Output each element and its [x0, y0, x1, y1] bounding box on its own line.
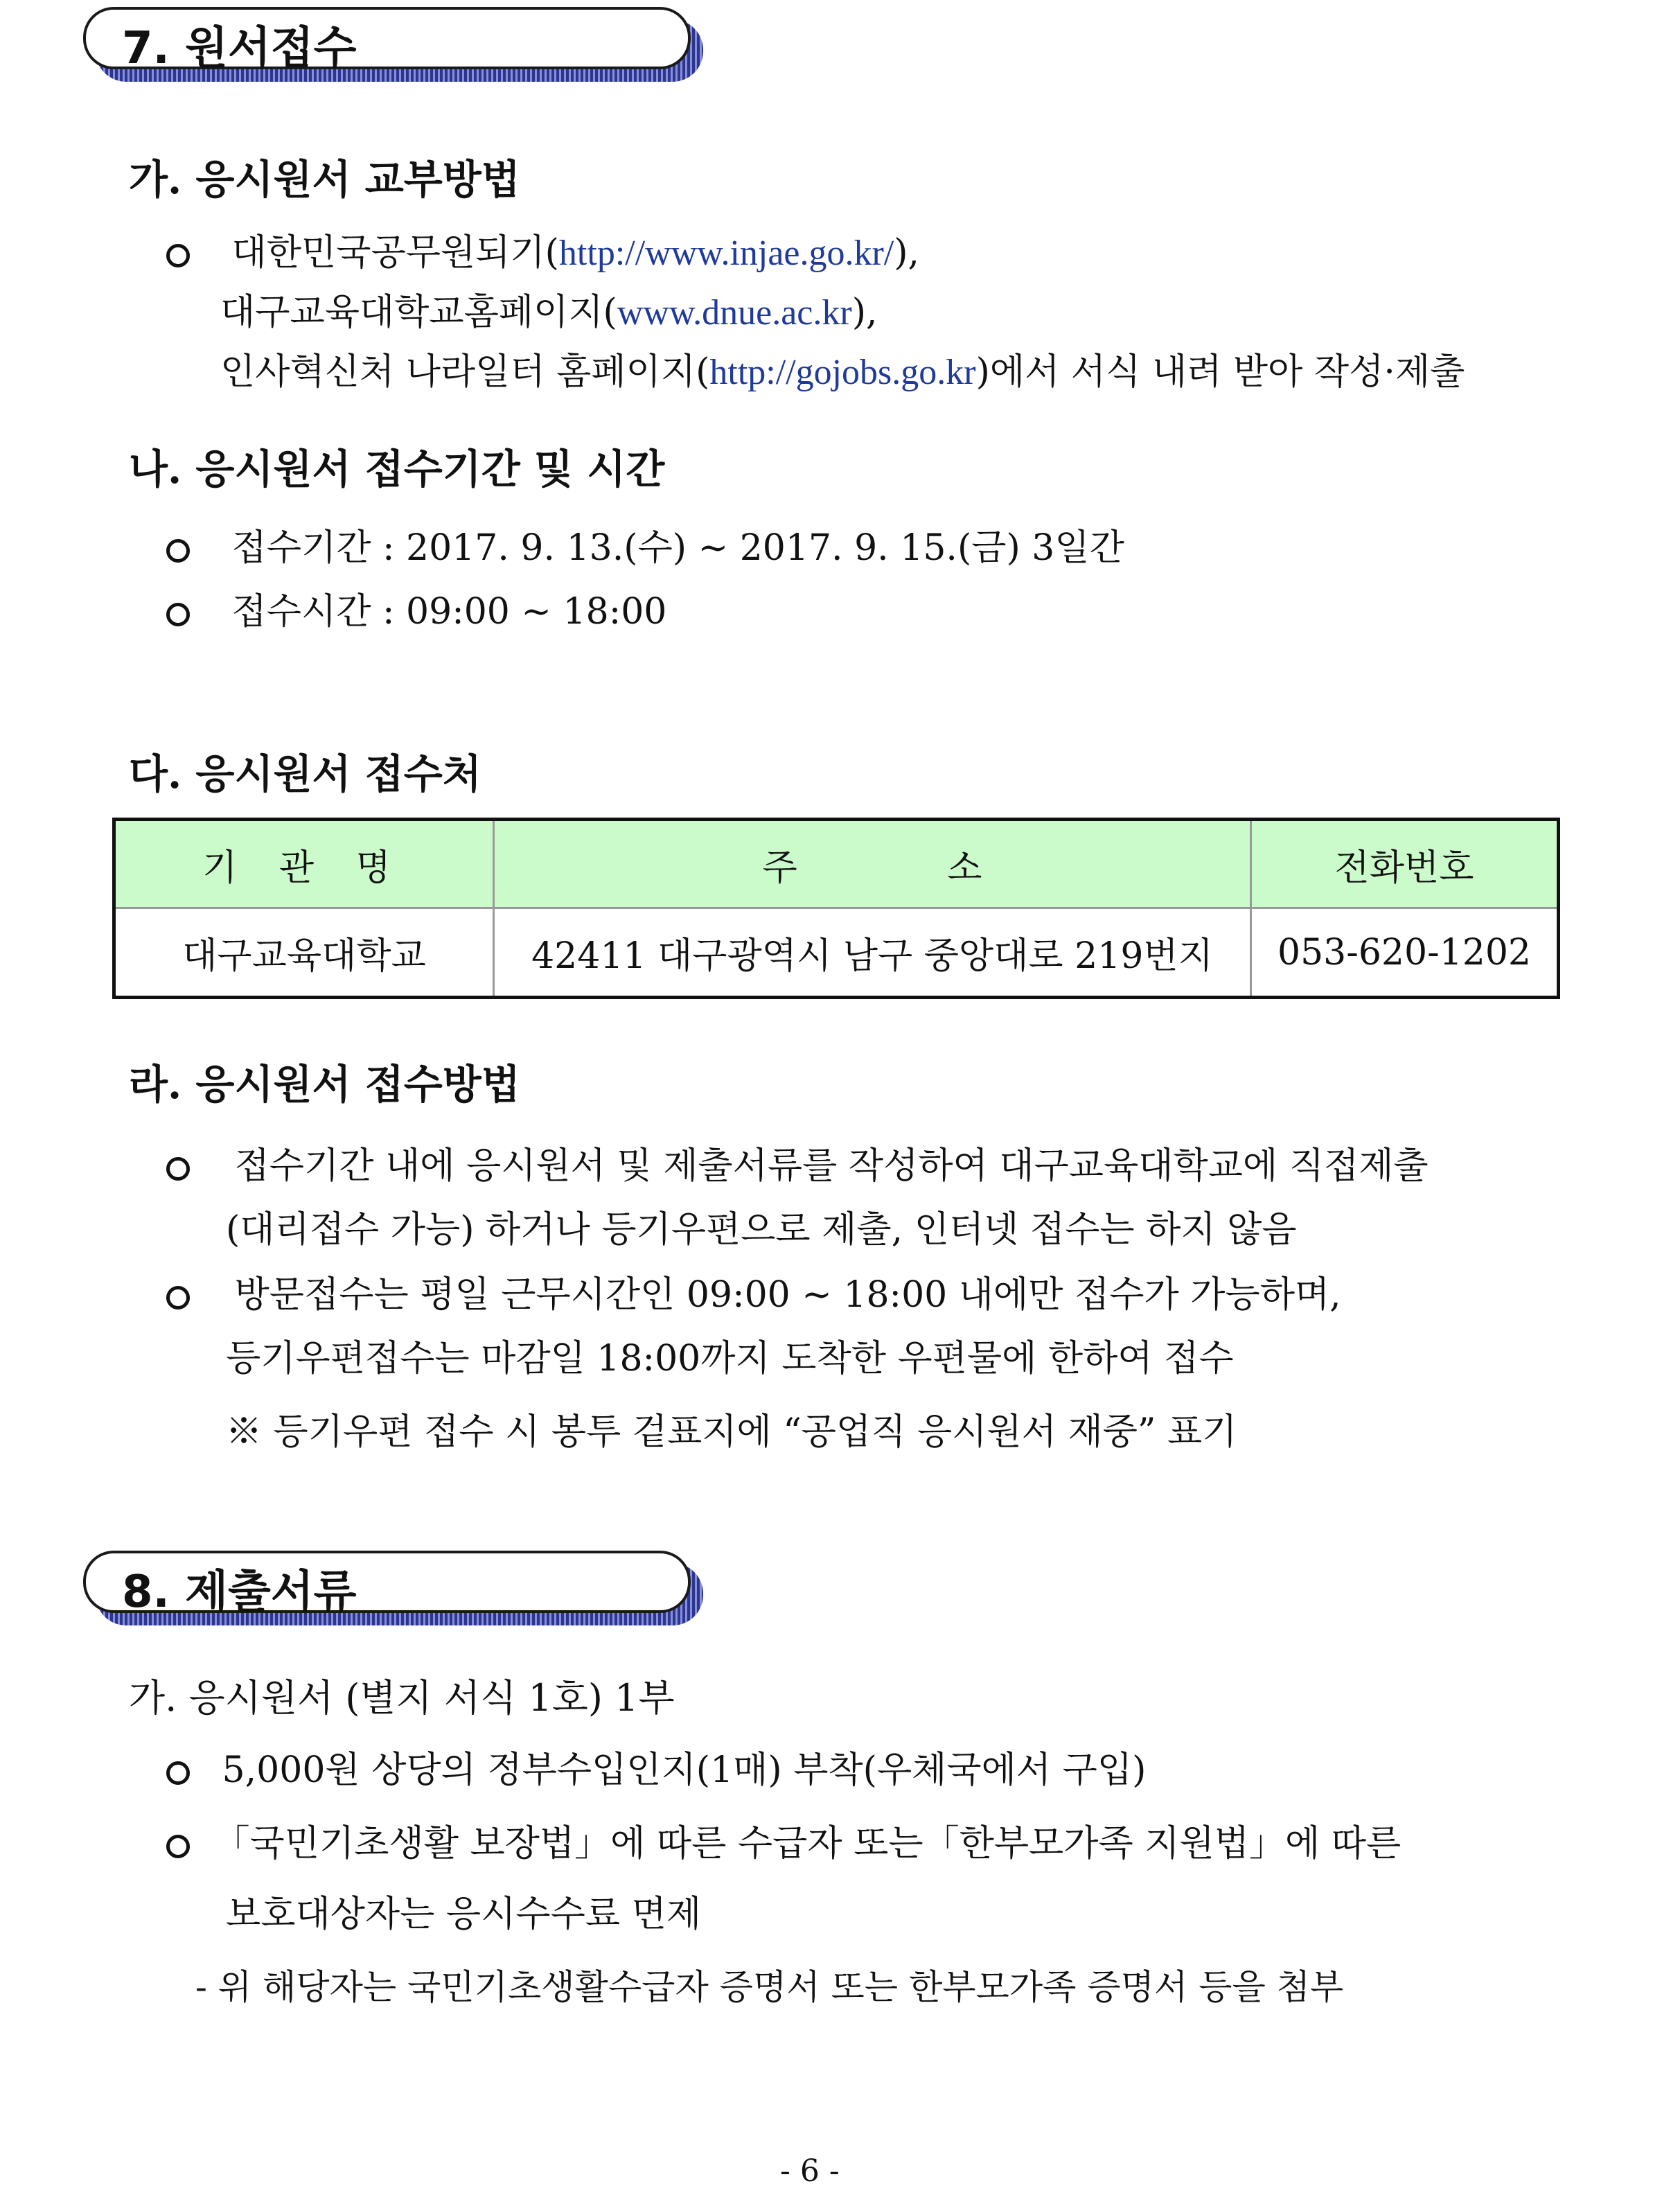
header-address: 주 소 — [495, 821, 1252, 907]
distribution-line-1 — [166, 223, 919, 275]
section-8-heading-box — [83, 1551, 703, 1625]
subheading-reception-method: 라. 응시원서 접수방법 — [129, 1061, 520, 1108]
time-text: 접수시간 : 09:00 ~ 18:00 — [231, 591, 667, 633]
page-number: - 6 - — [780, 2153, 840, 2189]
table-row — [116, 909, 1557, 996]
period-text: 접수기간 : 2017. 9. 13.(수) ~ 2017. 9. 15.(금) 3일간 — [231, 527, 1124, 569]
circle-bullet-icon — [166, 539, 190, 563]
cell-phone: 053-620-1202 — [1277, 931, 1531, 973]
method-note: ※ 등기우편 접수 시 봉투 겉표지에 “공업직 응시원서 재중” 표기 — [226, 1411, 1237, 1453]
table-header-row — [116, 821, 1557, 909]
distribution-text-2: 대구교육대학교홈페이지( — [220, 292, 617, 333]
distribution-text-3: 인사혁신처 나라일터 홈페이지( — [220, 351, 710, 393]
method-item-2-line-1 — [166, 1265, 1341, 1317]
reception-table — [112, 818, 1560, 999]
method-text-1a: 접수기간 내에 응시원서 및 제출서류를 작성하여 대구교육대학교에 직접제출 — [234, 1145, 1429, 1187]
distribution-line-3 — [220, 342, 1465, 394]
circle-bullet-icon — [166, 1157, 190, 1181]
header-phone: 전화번호 — [1334, 847, 1474, 889]
method-text-2a: 방문접수는 평일 근무시간인 09:00 ~ 18:00 내에만 접수가 가능하며, — [234, 1274, 1341, 1316]
link-gojobs[interactable]: http://gojobs.go.kr — [709, 353, 976, 392]
documents-dash-note: - 위 해당자는 국민기초생활수급자 증명서 또는 한부모가족 증명서 등을 첨부 — [195, 1967, 1344, 2007]
circle-bullet-icon — [166, 1286, 190, 1310]
documents-text-1: 5,000원 상당의 정부수입인지(1매) 부착(우체국에서 구입) — [222, 1749, 1147, 1791]
distribution-end-2: ), — [851, 292, 878, 333]
time-line — [166, 582, 666, 634]
documents-text-2b: 보호대상자는 응시수수료 면제 — [226, 1894, 702, 1935]
distribution-end-1: ), — [894, 232, 920, 274]
documents-item-1 — [166, 1740, 1146, 1792]
distribution-text-1: 대한민국공무원되기( — [231, 232, 559, 274]
cell-address: 42411 대구광역시 남구 중앙대로 219번지 — [495, 909, 1252, 996]
method-text-2b: 등기우편접수는 마감일 18:00까지 도착한 우편물에 한하여 접수 — [226, 1338, 1234, 1379]
documents-text-2a: 「국민기초생활 보장법」에 따른 수급자 또는「한부모가족 지원법」에 따른 — [213, 1823, 1402, 1864]
distribution-end-3: )에서 서식 내려 받아 작성·제출 — [975, 351, 1465, 393]
distribution-line-2 — [220, 283, 878, 335]
section-7-heading-box — [83, 7, 703, 82]
section-7-title: 7. 원서접수 — [122, 23, 357, 74]
header-institution: 기 관 명 — [116, 821, 495, 907]
subheading-application-form: 가. 응시원서 (별지 서식 1호) 1부 — [129, 1676, 675, 1720]
subheading-distribution-method: 가. 응시원서 교부방법 — [129, 156, 520, 203]
method-item-1-line-1 — [166, 1136, 1429, 1188]
circle-bullet-icon — [166, 244, 190, 267]
circle-bullet-icon — [166, 1835, 190, 1858]
circle-bullet-icon — [166, 1761, 190, 1785]
subheading-period-time: 나. 응시원서 접수기간 및 시간 — [129, 446, 665, 493]
circle-bullet-icon — [166, 603, 190, 626]
subheading-reception-office: 다. 응시원서 접수처 — [129, 750, 481, 797]
period-line — [166, 518, 1124, 570]
link-dnue[interactable]: www.dnue.ac.kr — [617, 293, 852, 333]
cell-institution: 대구교육대학교 — [116, 909, 495, 996]
section-8-title: 8. 제출서류 — [122, 1567, 357, 1618]
method-text-1b: (대리접수 가능) 하거나 등기우편으로 제출, 인터넷 접수는 하지 않음 — [226, 1209, 1297, 1251]
link-injae[interactable]: http://www.injae.go.kr/ — [558, 233, 894, 273]
documents-item-2 — [166, 1814, 1401, 1866]
